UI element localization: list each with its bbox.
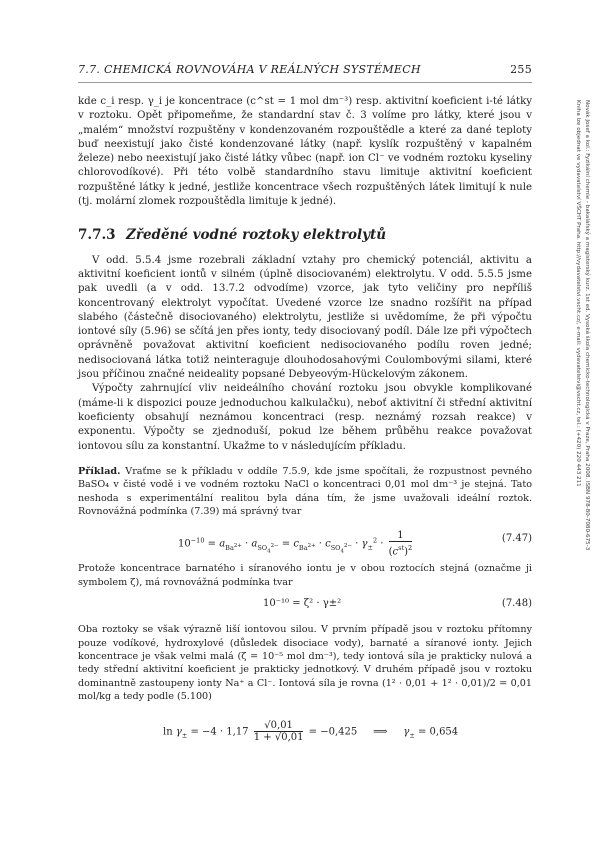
paragraph-electrolytes: V odd. 5.5.4 jsme rozebrali základní vztahy pro chemický potenciál, aktivitu a aktivitní koeficient iontů v silném (úplně disociovaném) elektrolytu. V odd. 5.5.5 jsme pak uvedli (a v odd. 13.7.2 odvodíme) vzorce, jak tyto veličiny pro nepříliš koncentrovaný elektrolyt vypočítat. Uvedené vzorce lze snadno rozšířit na případ slabého (částečně disociovaného) elektrolytu, jestliže si uvědomíme, že při výpočtu iontové síly (5.96) se sčítá jen přes ionty, tedy disociovaný podíl. Dále lze při výpočtech oprávněně považovat aktivitní koeficient nedisociovaného podílu roven jedné; nedisociovaná látka totiž neinteraguje dlouhodosahovými Coulombovými silami, které jsou příčinou značné neideality popsané Debyeovým-Hückelovým zákonem. (78, 254, 532, 381)
equation-7-47-body: $10^{-10} = a_{Ba^{2+}} \cdot a_{SO_4^{2-}} = c_{Ba^{2+}} \cdot c_{SO_4^{2-}} \cdot \gamma_\pm^2$ · $\frac{1}{(c^{st})^2}$ (178, 530, 413, 558)
citation-line-1: Novák Josef a kol.: Fyzikální chemie - bakalářský a magisterský kurz. 1st ed. Vysoká škola chemicko-technologická v Praze, Praha 2008. ISBN 978-80-7080-675-3 (584, 100, 590, 551)
side-citation (561, 100, 591, 600)
paragraph-calculations: Výpočty zahrnující vliv neideálního chování roztoku jsou obvykle komplikované (máme-li k dispozici pouze jednoduchou kalkulačku), neboť aktivitní či střední aktivitní koeficienty obsahují neznámou koncentraci (resp. neznámý rozsah reakce) v exponentu. Výpočty se zjednoduší, pokud lze během průběhu reakce považovat iontovou sílu za konstantní. Ukažme to v následujícím příkladu. (78, 383, 532, 452)
section-number: 7.7.3 (78, 227, 116, 244)
paragraph-intro: kde c_i resp. γ_i je koncentrace (c^st = 1 mol dm⁻³) resp. aktivitní koeficient i-té látky v roztoku. Opět připomeňme, že standardní stav č. 3 volíme pro látky, které jsou v „malém“ množství rozpuštěny v kondenzovaném rozpouštědle a které za dané teploty buď neexistují jako čisté kondenzované látky (např. kyslík rozpuštěný v kapalném železe) nebo neexistují jako čisté látky vůbec (např. ion Cl⁻ ve vodném roztoku kyseliny chlorovodíkové). Při této volbě standardního stavu limituje aktivitní koeficient rozpuštěné látky k jedné, jestliže koncentrace všech rozpuštěných látek limitují k nule (tj. molární zlomek rozpouštědla limituje k jedné). (78, 96, 532, 208)
equation-7-48 (78, 595, 532, 615)
equation-gamma-body: $\ln \gamma_\pm = -4 \cdot 1,17$ $\frac{√0,01}{1 + √0,01}$ = −0,425 ⟹ $\gamma_\pm = 0,654$ (163, 719, 459, 743)
equation-gamma (78, 710, 532, 746)
header-rule (78, 82, 532, 83)
equation-7-47 (78, 522, 532, 558)
running-header (78, 63, 532, 76)
page-number: 255 (510, 63, 532, 76)
example-text-2: Protože koncentrace barnatého i síranového iontu je v obou roztocích stejná (označme ji symbolem ζ), má rovnovážná podmínka tvar (78, 563, 532, 588)
example-paragraph (78, 465, 532, 519)
running-title: 7.7. CHEMICKÁ ROVNOVÁHA V REÁLNÝCH SYSTÉMECH (78, 63, 421, 76)
equation-7-48-body: 10⁻¹⁰ = ζ² · γ±² (263, 598, 342, 610)
section-title: Zředěné vodné roztoky elektrolytů (126, 227, 387, 244)
equation-7-47-number: (7.47) (501, 533, 532, 545)
citation-line-2: Kniha lze objednat ve vydavatelství VŠCHT Praha. http://vydavatelstvi.vscht.cz/, e-mail: vydavatelstvi@vscht.cz, tel.: (+420) 220 443 211 (575, 100, 581, 487)
equation-7-48-number: (7.48) (501, 598, 532, 610)
example-text-1: Vraťme se k příkladu v oddíle 7.5.9, kde jsme spočítali, že rozpustnost pevného BaSO₄ v čisté vodě i ve vodném roztoku NaCl o koncentraci 0,01 mol dm⁻³ je stejná. Tato neshoda s experimentální realitou byla dána tím, že jsme uvažovali ideální roztok. Rovnovážná podmínka (7.39) má správný tvar (78, 465, 532, 518)
page-body (78, 95, 532, 752)
section-heading (78, 228, 532, 242)
example-label: Příklad. (78, 465, 121, 477)
example-text-3: Oba roztoky se však výrazně liší iontovou silou. V prvním případě jsou v roztoku přítomny pouze vodíkové, hydroxylové (důsledek disociace vody), barnaté a síranové ionty. Jejich koncentrace je však velmi malá (ζ = 10⁻⁵ mol dm⁻³), tedy iontová síla je prakticky nulová a tedy střední aktivitní koeficient je prakticky jednotkový. V druhém případě jsou v roztoku dominantně zastoupeny ionty Na⁺ a Cl⁻. Iontová síla je rovna (1² · 0,01 + 1² · 0,01)/2 = 0,01 mol/kg a tedy podle (5.100) (78, 624, 532, 703)
